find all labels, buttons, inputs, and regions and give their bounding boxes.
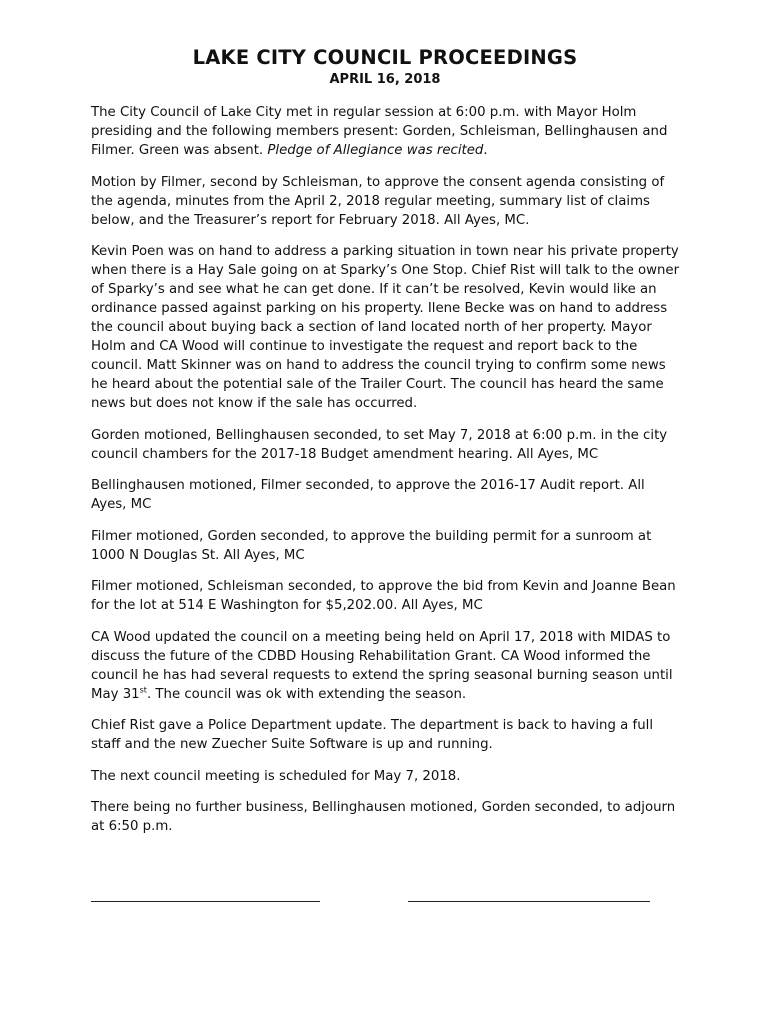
meeting-date: APRIL 16, 2018 xyxy=(329,72,441,87)
midas-end: . The council was ok with extending the season. xyxy=(146,686,467,702)
paragraph-next-meeting: The next council meeting is scheduled for May 7, 2018. xyxy=(91,768,461,784)
paragraph-consent-agenda: Motion by Filmer, second by Schleisman, to approve the consent agenda consisting of the agenda, minutes from the April 2, 2018 regular meeting, summary list of claims below, and the Treasurer’s report for February 2018. All Ayes, MC. xyxy=(91,174,665,228)
paragraph-lot-bid: Filmer motioned, Schleisman seconded, to approve the bid from Kevin and Joanne Bean for the lot at 514 E Washington for $5,202.00. All Ayes, MC xyxy=(91,579,676,613)
paragraph-public-comments: Kevin Poen was on hand to address a parking situation in town near his private property when there is a Hay Sale going on at Sparky’s One Stop. Chief Rist will talk to the owner of Sparky’s and see what he can get done. If it can’t be resolved, Kevin would like an ordinance passed against parking on his property. Ilene Becke was on hand to address the council about buying back a section of land located north of her property. Mayor Holm and CA Wood will continue to investigate the request and report back to the council. Matt Skinner was on hand to address the council trying to confirm some news he heard about the potential sale of the Trailer Court. The council has heard the same news but does not know if the sale has occurred. xyxy=(91,244,680,411)
attendance-text: The City Council of Lake City met in regular session at 6:00 p.m. with Mayor Holm presiding and the following members present: Gorden, Schleisman, Bellinghausen and Filmer. Green was absent. xyxy=(91,105,668,158)
ordinal-suffix: st xyxy=(139,685,147,695)
midas-text: CA Wood updated the council on a meeting being held on April 17, 2018 with MIDAS to discuss the future of the CDBD Housing Rehabilitation Grant. CA Wood informed the council he has had several requests to extend the spring seasonal burning season until May 31 xyxy=(91,629,673,702)
paragraph-budget-hearing: Gorden motioned, Bellinghausen seconded, to set May 7, 2018 at 6:00 p.m. in the city council chambers for the 2017-18 Budget amendment hearing. All Ayes, MC xyxy=(91,427,668,462)
attendance-end: . xyxy=(483,143,488,158)
paragraph-police-update: Chief Rist gave a Police Department update. The department is back to having a full staff and the new Zuecher Suite Software is up and running. xyxy=(91,718,654,752)
signature-line-left xyxy=(91,901,320,902)
signature-line-right xyxy=(408,901,650,902)
paragraph-midas-update xyxy=(91,628,683,704)
paragraph-attendance xyxy=(91,103,683,160)
document-title: LAKE CITY COUNCIL PROCEEDINGS xyxy=(192,46,578,69)
minutes-body xyxy=(91,103,683,849)
paragraph-audit-report: Bellinghausen motioned, Filmer seconded, to approve the 2016-17 Audit report. All Ayes, MC xyxy=(91,478,645,512)
paragraph-adjournment: There being no further business, Bellinghausen motioned, Gorden seconded, to adjourn at 6:50 p.m. xyxy=(91,800,676,834)
pledge-text: Pledge of Allegiance was recited xyxy=(267,143,484,158)
paragraph-building-permit: Filmer motioned, Gorden seconded, to approve the building permit for a sunroom at 1000 N Douglas St. All Ayes, MC xyxy=(91,528,652,563)
